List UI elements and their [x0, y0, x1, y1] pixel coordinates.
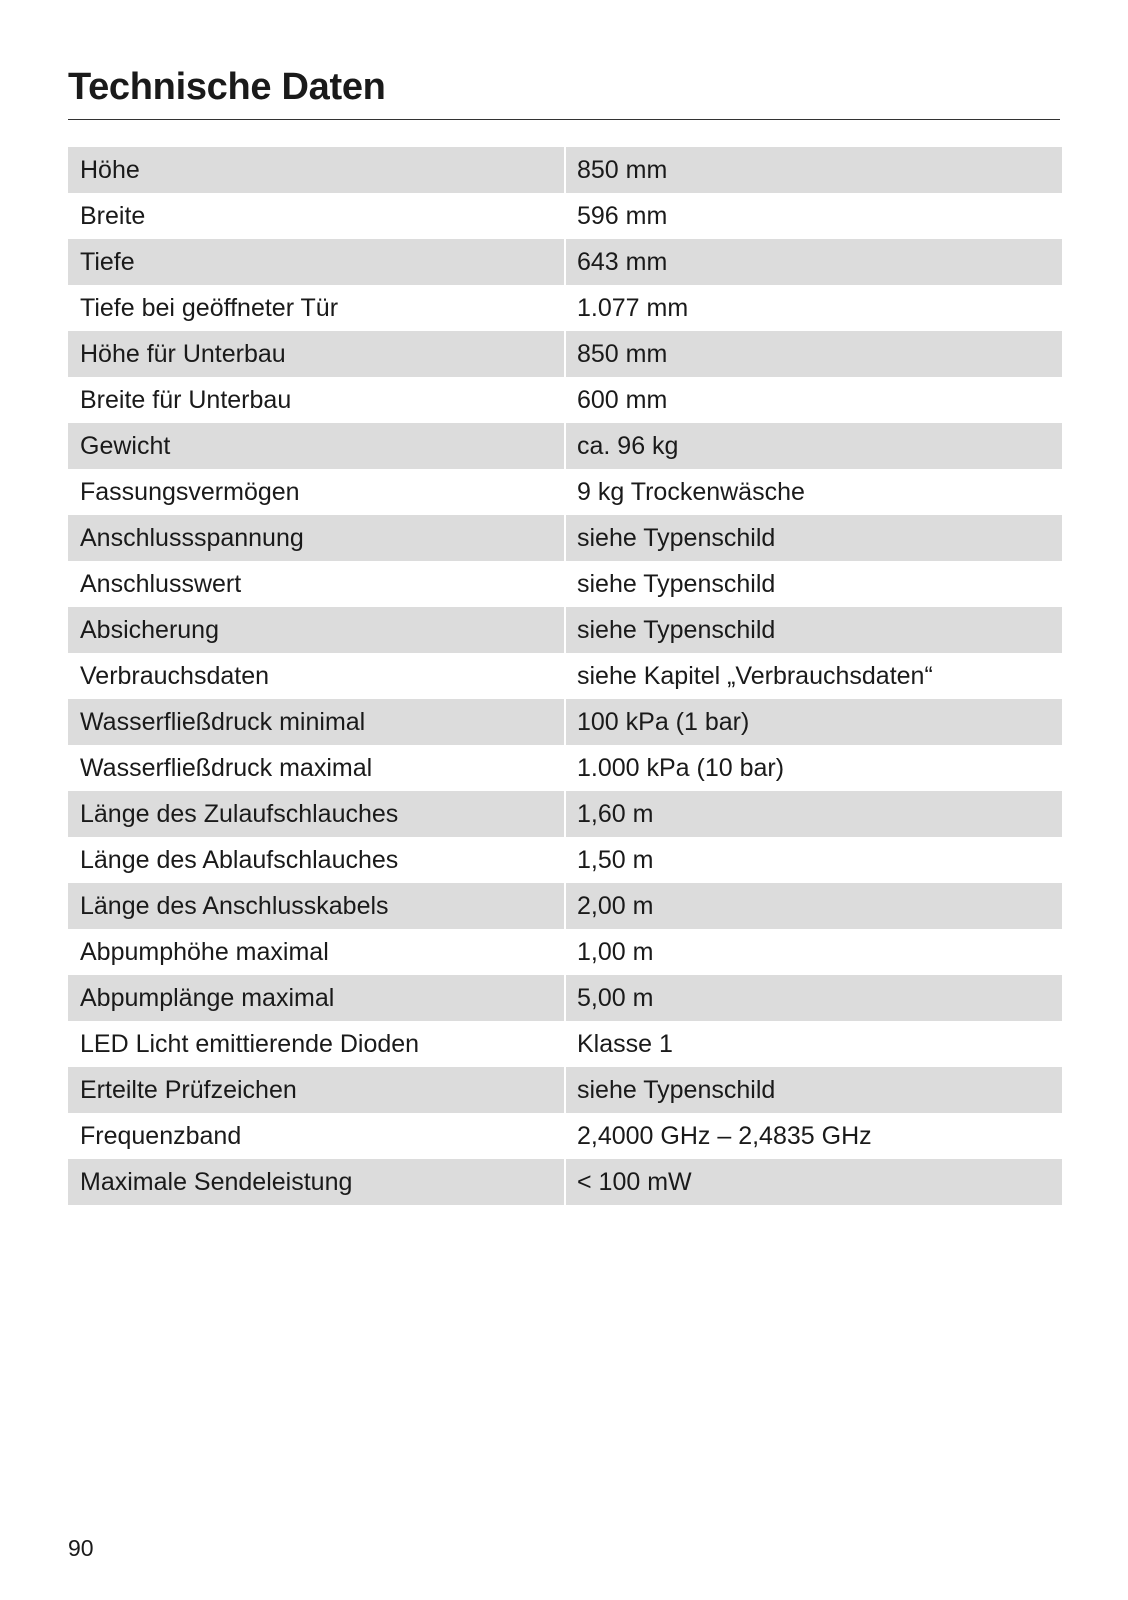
table-row	[68, 147, 1062, 193]
spec-label: Länge des Anschlusskabels	[68, 883, 564, 929]
spec-label: Breite	[80, 202, 146, 230]
spec-value: < 100 mW	[566, 1159, 1062, 1205]
spec-label: Höhe	[68, 147, 564, 193]
spec-label: Länge des Zulaufschlauches	[68, 791, 564, 837]
table-row	[68, 745, 1062, 791]
spec-label: Maximale Sendeleistung	[68, 1159, 564, 1205]
spec-label: Frequenzband	[80, 1122, 242, 1150]
spec-value: 1.000 kPa (10 bar)	[577, 754, 785, 782]
table-row	[68, 515, 1062, 561]
table-row	[68, 423, 1062, 469]
spec-label: Wasserfließdruck minimal	[68, 699, 564, 745]
spec-value: siehe Typenschild	[566, 1067, 1062, 1113]
table-row	[68, 1159, 1062, 1205]
table-row	[68, 653, 1062, 699]
spec-value: 2,00 m	[566, 883, 1062, 929]
spec-value: 100 kPa (1 bar)	[566, 699, 1062, 745]
table-row	[68, 1067, 1062, 1113]
page-title: Technische Daten	[68, 66, 386, 108]
spec-label: Anschlusswert	[80, 570, 242, 598]
spec-value: 643 mm	[566, 239, 1062, 285]
spec-value: 9 kg Trockenwäsche	[577, 478, 805, 506]
spec-value: 850 mm	[566, 147, 1062, 193]
spec-value: siehe Kapitel „Verbrauchsdaten“	[577, 662, 933, 690]
spec-value: 596 mm	[577, 202, 668, 230]
table-row	[68, 469, 1062, 515]
spec-value: siehe Typenschild	[566, 515, 1062, 561]
table-row	[68, 607, 1062, 653]
spec-label: Absicherung	[68, 607, 564, 653]
spec-label: Breite für Unterbau	[80, 386, 292, 414]
spec-label: Höhe für Unterbau	[68, 331, 564, 377]
table-row	[68, 837, 1062, 883]
spec-value: Klasse 1	[577, 1030, 673, 1058]
table-row	[68, 193, 1062, 239]
spec-label: Erteilte Prüfzeichen	[68, 1067, 564, 1113]
spec-value: 600 mm	[577, 386, 668, 414]
spec-label: Verbrauchsdaten	[80, 662, 270, 690]
spec-value: 850 mm	[566, 331, 1062, 377]
spec-label: Länge des Ablaufschlauches	[80, 846, 399, 874]
spec-label: Tiefe	[68, 239, 564, 285]
spec-value: 1,50 m	[577, 846, 654, 874]
table-row	[68, 561, 1062, 607]
table-row	[68, 285, 1062, 331]
table-row	[68, 791, 1062, 837]
table-row	[68, 239, 1062, 285]
spec-value: 5,00 m	[566, 975, 1062, 1021]
spec-label: Abpumphöhe maximal	[80, 938, 329, 966]
spec-label: Tiefe bei geöffneter Tür	[80, 294, 339, 322]
spec-value: 1,60 m	[566, 791, 1062, 837]
table-row	[68, 1113, 1062, 1159]
spec-label: Gewicht	[68, 423, 564, 469]
spec-value: siehe Typenschild	[566, 607, 1062, 653]
spec-value: siehe Typenschild	[577, 570, 776, 598]
spec-label: Abpumplänge maximal	[68, 975, 564, 1021]
spec-label: LED Licht emittierende Dioden	[80, 1030, 420, 1058]
spec-value: 1,00 m	[577, 938, 654, 966]
table-row	[68, 331, 1062, 377]
table-row	[68, 699, 1062, 745]
table-row	[68, 883, 1062, 929]
spec-value: ca. 96 kg	[566, 423, 1062, 469]
spec-label: Wasserfließdruck maximal	[80, 754, 373, 782]
spec-label: Fassungsvermögen	[80, 478, 300, 506]
table-row	[68, 975, 1062, 1021]
spec-value: 1.077 mm	[577, 294, 689, 322]
spec-table	[68, 147, 1062, 1205]
table-row	[68, 1021, 1062, 1067]
spec-value: 2,4000 GHz – 2,4835 GHz	[577, 1122, 872, 1150]
table-row	[68, 377, 1062, 423]
page-number: 90	[68, 1535, 94, 1561]
title-divider	[68, 119, 1060, 120]
spec-label: Anschlussspannung	[68, 515, 564, 561]
table-row	[68, 929, 1062, 975]
